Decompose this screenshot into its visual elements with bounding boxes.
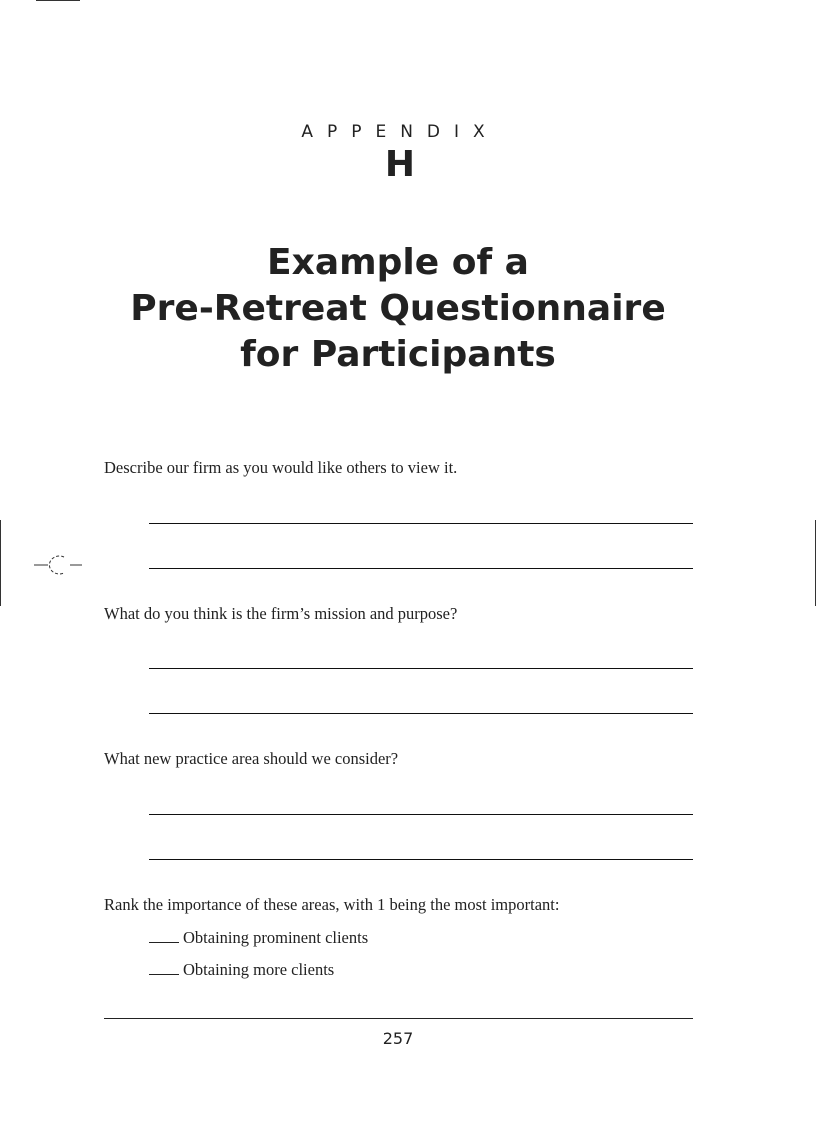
answer-line-2b[interactable] <box>149 713 693 714</box>
title-line-1: Example of a <box>267 242 529 283</box>
crop-mark-top <box>36 0 80 1</box>
appendix-letter: H <box>384 144 416 185</box>
ranking-item <box>149 928 368 948</box>
page-title <box>0 240 796 378</box>
ranking-item <box>149 960 334 980</box>
crop-mark-left <box>0 520 1 606</box>
footer-divider <box>104 1018 693 1019</box>
answer-line-1b[interactable] <box>149 568 693 569</box>
question-2: What do you think is the firm’s mission and purpose? <box>104 604 458 623</box>
answer-line-1a[interactable] <box>149 523 693 524</box>
title-line-2: Pre-Retreat Questionnaire <box>130 288 666 329</box>
title-line-3: for Participants <box>240 334 556 375</box>
answer-line-2a[interactable] <box>149 668 693 669</box>
ranking-prompt: Rank the importance of these areas, with 1 being the most important: <box>104 895 560 914</box>
answer-line-3b[interactable] <box>149 859 693 860</box>
question-3: What new practice area should we consider? <box>104 749 399 768</box>
rank-blank-1[interactable] <box>149 942 179 943</box>
appendix-label: APPENDIX <box>301 122 499 142</box>
ranking-item-label: Obtaining more clients <box>183 960 335 979</box>
ranking-item-label: Obtaining prominent clients <box>183 928 369 947</box>
question-1: Describe our firm as you would like others to view it. <box>104 458 458 477</box>
page-number: 257 <box>382 1029 414 1048</box>
registration-mark-icon <box>34 552 82 578</box>
answer-line-3a[interactable] <box>149 814 693 815</box>
rank-blank-2[interactable] <box>149 974 179 975</box>
